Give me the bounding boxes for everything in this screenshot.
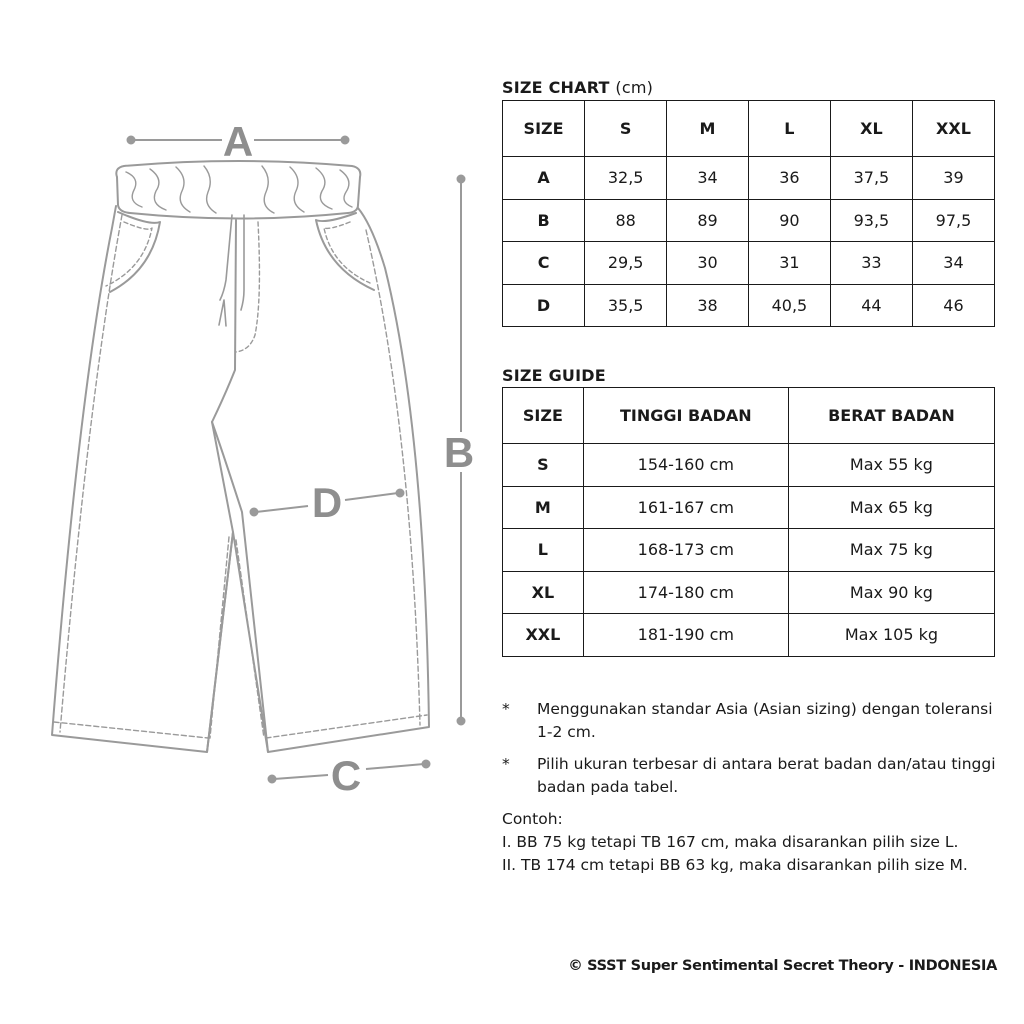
table-cell: 38 (667, 284, 749, 327)
table-cell: Max 55 kg (788, 444, 994, 487)
pants-diagram (0, 0, 500, 820)
size-guide-title: SIZE GUIDE (502, 366, 606, 385)
table-cell: 161-167 cm (583, 486, 788, 529)
table-cell: 90 (748, 199, 830, 242)
table-cell: 88 (585, 199, 667, 242)
row-label: D (503, 284, 585, 327)
row-label: XXL (503, 614, 584, 657)
table-cell: 34 (667, 157, 749, 200)
table-cell: 34 (912, 242, 994, 285)
table-header-cell: M (667, 101, 749, 157)
size-chart-title (502, 78, 653, 97)
measure-label-d: D (311, 479, 343, 526)
table-cell: 40,5 (748, 284, 830, 327)
row-label: A (503, 157, 585, 200)
table-header-cell: TINGGI BADAN (583, 388, 788, 444)
notes-list (502, 698, 1012, 808)
table-row (503, 529, 995, 572)
table-cell: Max 65 kg (788, 486, 994, 529)
table-row (503, 284, 995, 327)
table-row (503, 571, 995, 614)
table-header-cell: SIZE (503, 101, 585, 157)
table-row (503, 242, 995, 285)
table-cell: 181-190 cm (583, 614, 788, 657)
example-item: I. BB 75 kg tetapi TB 167 cm, maka disarankan pilih size L. (502, 833, 959, 851)
table-cell: 36 (748, 157, 830, 200)
waistband (116, 161, 360, 219)
table-cell: Max 75 kg (788, 529, 994, 572)
table-cell: 37,5 (830, 157, 912, 200)
measure-label-c: C (330, 752, 362, 799)
row-label: C (503, 242, 585, 285)
table-cell: 46 (912, 284, 994, 327)
table-header-cell: XXL (912, 101, 994, 157)
table-cell: 168-173 cm (583, 529, 788, 572)
measure-label-a: A (222, 118, 254, 165)
table-row (503, 157, 995, 200)
table-cell: 31 (748, 242, 830, 285)
table-cell: 29,5 (585, 242, 667, 285)
table-cell: 44 (830, 284, 912, 327)
row-label: L (503, 529, 584, 572)
table-cell: 39 (912, 157, 994, 200)
table-row (503, 486, 995, 529)
note-marker: * (502, 700, 510, 718)
size-guide-table (502, 387, 995, 657)
note-text: Pilih ukuran terbesar di antara berat badan dan/atau tinggi badan pada tabel. (537, 755, 996, 796)
table-header-row (503, 388, 995, 444)
table-cell: Max 105 kg (788, 614, 994, 657)
copyright-footer: © SSST Super Sentimental Secret Theory - INDONESIA (568, 958, 997, 974)
examples (502, 808, 1017, 877)
row-label: S (503, 444, 584, 487)
size-chart-table (502, 100, 995, 327)
table-cell: 89 (667, 199, 749, 242)
table-header-row (503, 101, 995, 157)
note-item (502, 698, 1012, 744)
table-cell: 97,5 (912, 199, 994, 242)
measure-label-b: B (443, 429, 475, 476)
table-header-cell: S (585, 101, 667, 157)
table-row (503, 614, 995, 657)
table-cell: 154-160 cm (583, 444, 788, 487)
table-cell: 174-180 cm (583, 571, 788, 614)
pants-outline (52, 206, 429, 752)
table-cell: 32,5 (585, 157, 667, 200)
table-cell: 35,5 (585, 284, 667, 327)
examples-heading: Contoh: (502, 810, 563, 828)
note-marker: * (502, 755, 510, 773)
row-label: M (503, 486, 584, 529)
note-text: Menggunakan standar Asia (Asian sizing) dengan toleransi 1-2 cm. (537, 700, 993, 741)
table-header-cell: L (748, 101, 830, 157)
table-cell: 93,5 (830, 199, 912, 242)
note-item (502, 753, 1012, 799)
row-label: B (503, 199, 585, 242)
row-label: XL (503, 571, 584, 614)
table-header-cell: SIZE (503, 388, 584, 444)
table-header-cell: BERAT BADAN (788, 388, 994, 444)
table-row (503, 199, 995, 242)
table-header-cell: XL (830, 101, 912, 157)
table-cell: 33 (830, 242, 912, 285)
size-chart-title-text: SIZE CHART (502, 78, 610, 97)
table-cell: Max 90 kg (788, 571, 994, 614)
table-cell: 30 (667, 242, 749, 285)
table-row (503, 444, 995, 487)
example-item: II. TB 174 cm tetapi BB 63 kg, maka disarankan pilih size M. (502, 856, 968, 874)
size-chart-unit: (cm) (615, 78, 654, 97)
